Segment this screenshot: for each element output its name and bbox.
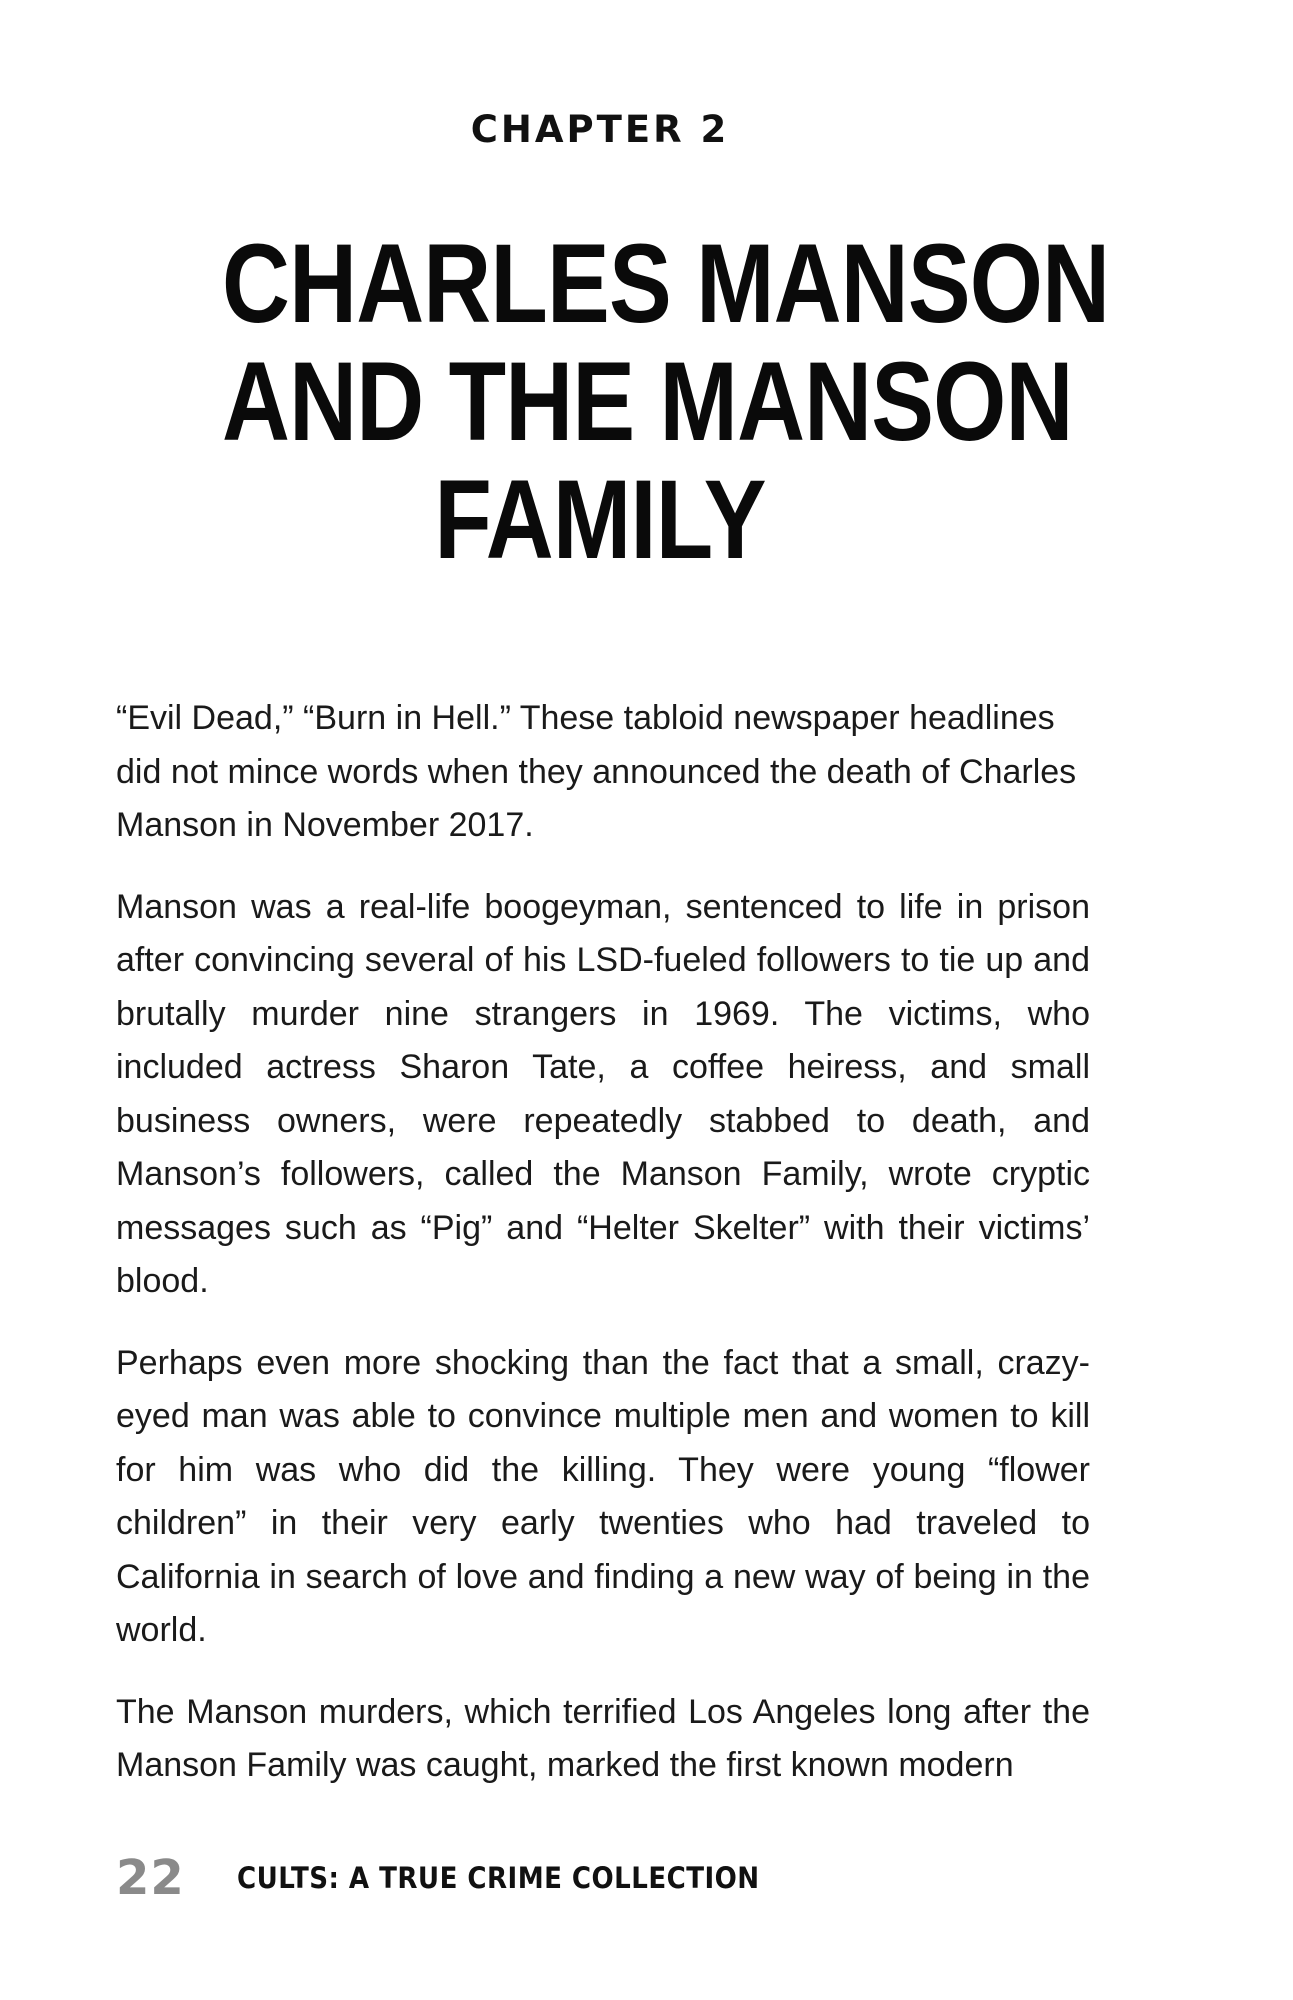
chapter-title-line: AND THE MANSON xyxy=(222,339,1073,464)
paragraph: Manson was a real-life boogeyman, sentenced to life in prison after convincing several of his LSD-fueled followers to tie up and brutally murder nine strangers in 1969. The victims, who included actress Sharon Tate, a coffee heiress, and small business owners, were repeatedly stabbed to death, and Manson’s followers, called the Manson Family, wrote cryptic messages such as “Pig” and “Helter Skelter” with their victims’ blood. xyxy=(116,887,1090,1300)
running-book-title: CULTS: A TRUE CRIME COLLECTION xyxy=(236,1861,760,1895)
chapter-label: CHAPTER 2 xyxy=(470,108,730,151)
paragraph: Perhaps even more shocking than the fact that a small, crazy-eyed man was able to convince multiple men and women to kill for him was who did the killing. They were young “flower children” in their very early twenties who had traveled to California in search of love and finding a new way of being in the world. xyxy=(116,1343,1090,1649)
page-number: 22 xyxy=(116,1850,185,1906)
chapter-title xyxy=(222,221,1110,582)
page-footer xyxy=(116,1848,817,1908)
chapter-title-line: FAMILY xyxy=(434,457,766,582)
body-text xyxy=(116,692,1090,1821)
paragraph: “Evil Dead,” “Burn in Hell.” These tabloid newspaper headlines did not mince words when they announced the death of Charles Manson in November 2017. xyxy=(116,699,1077,844)
paragraph: The Manson murders, which terrified Los Angeles long after the Manson Family was caught, marked the first known modern xyxy=(116,1692,1090,1784)
chapter-title-line: CHARLES MANSON xyxy=(222,221,1110,346)
